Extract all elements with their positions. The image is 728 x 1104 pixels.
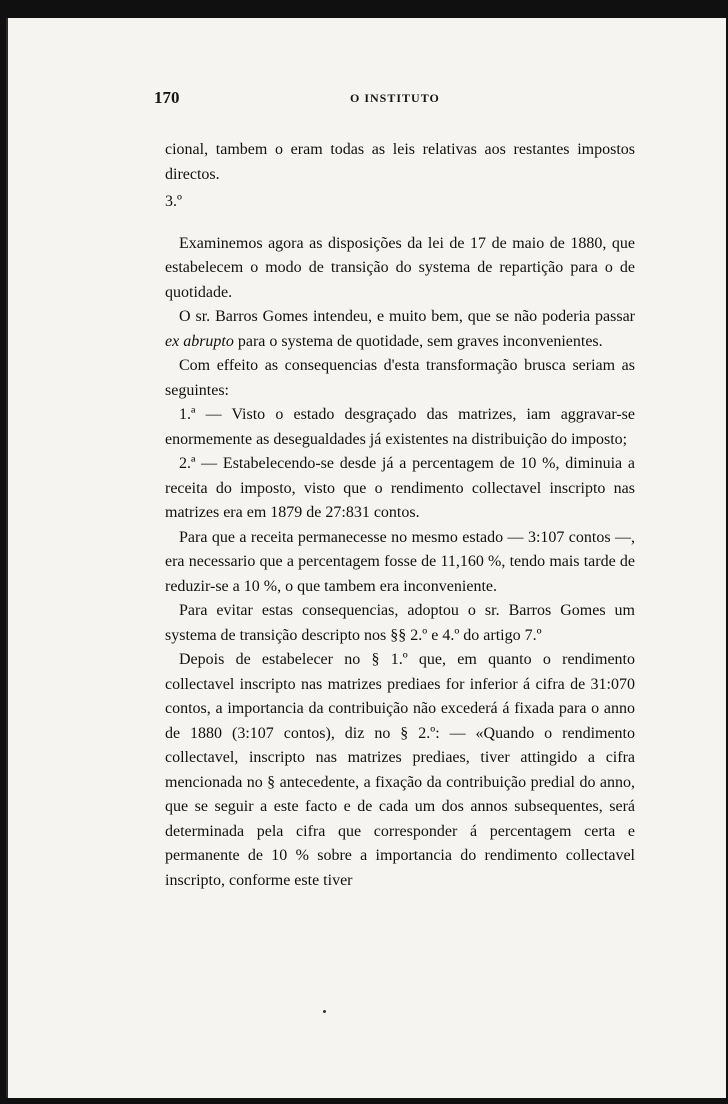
running-title: O INSTITUTO bbox=[350, 91, 440, 105]
page-number: 170 bbox=[154, 88, 180, 107]
paragraph-consequences: Com effeito as consequencias d'esta transformação brusca seriam as seguintes: bbox=[165, 357, 635, 399]
body-text bbox=[165, 138, 635, 893]
paragraph-barros-gomes bbox=[165, 305, 635, 354]
section-number: 3.º bbox=[165, 193, 182, 210]
p3-text-before: O sr. Barros Gomes intendeu, e muito bem, que se não poderia passar bbox=[179, 308, 635, 325]
paragraph-continuation: cional, tambem o eram todas as leis relativas aos restantes impostos directos. bbox=[165, 141, 635, 183]
paragraph-depois: Depois de estabelecer no § 1.º que, em quanto o rendimento collectavel inscripto nas matrizes prediaes for inferior á cifra de 31:070 contos, a importancia da contribuição não excederá á fixada para o anno de 1880 (3:107 contos), diz no § 2.º: — «Quando o rendimento collectavel, inscripto nas matrizes prediaes, tiver attingido a cifra mencionada no § antecedente, a fixação da contribuição predial do anno, que se seguir a este facto e de cada um dos annos subsequentes, será determinada pela cifra que corresponder á percentagem certa e permanente de 10 % sobre a importancia do rendimento collectavel inscripto, conforme este tiver bbox=[165, 651, 635, 889]
p3-italic-phrase: ex abrupto bbox=[165, 332, 234, 350]
paper-speck bbox=[323, 1010, 326, 1013]
paragraph-evitar: Para evitar estas consequencias, adoptou o sr. Barros Gomes um systema de transição descripto nos §§ 2.º e 4.º do artigo 7.º bbox=[165, 602, 635, 644]
paragraph-receita: Para que a receita permanecesse no mesmo estado — 3:107 contos —, era necessario que a percentagem fosse de 11,160 %, tendo mais tarde de reduzir-se a 10 %, o que tambem era inconveniente. bbox=[165, 528, 635, 595]
list-item-second: 2.ª — Estabelecendo-se desde já a percentagem de 10 %, diminuia a receita do imposto, visto que o rendimento collectavel inscripto nas matrizes era em 1879 de 27:831 contos. bbox=[165, 455, 635, 521]
page-header bbox=[154, 88, 634, 118]
book-page bbox=[6, 18, 726, 1098]
p3-text-after: para o systema de quotidade, sem graves inconvenientes. bbox=[237, 332, 603, 350]
list-item-first: 1.ª — Visto o estado desgraçado das matrizes, iam aggravar-se enormemente as desegualdades já existentes na distribuição do imposto; bbox=[165, 406, 635, 448]
paragraph-intro: Examinemos agora as disposições da lei de 17 de maio de 1880, que estabelecem o modo de transição do systema de repartição para o de quotidade. bbox=[165, 234, 635, 301]
